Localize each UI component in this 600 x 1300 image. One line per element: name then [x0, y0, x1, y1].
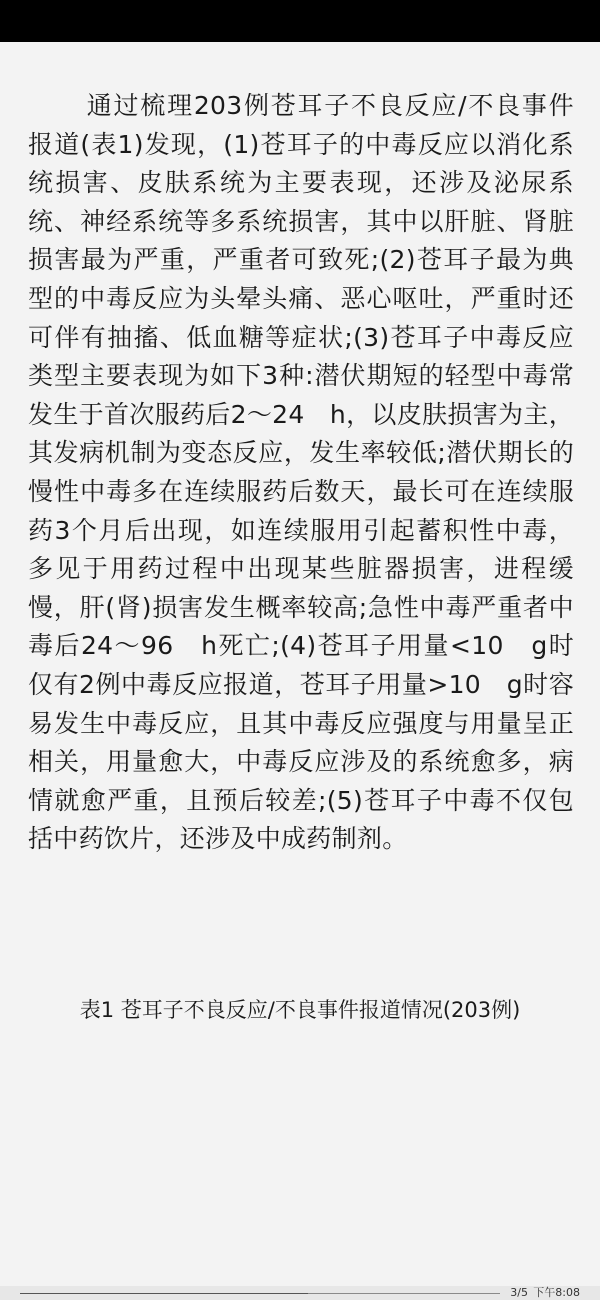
bottom-status-bar	[0, 1286, 600, 1300]
table-caption: 表1 苍耳子不良反应/不良事件报道情况(203例)	[79, 998, 521, 1022]
body-paragraph: 通过梳理203例苍耳子不良反应/不良事件报道(表1)发现，(1)苍耳子的中毒反应以消化系统损害、皮肤系统为主要表现，还涉及泌尿系统、神经系统等多系统损害，其中以肝脏、肾脏损害最为严重，严重者可致死;(2)苍耳子最为典型的中毒反应为头晕头痛、恶心呕吐，严重时还可伴有抽搐、低血糖等症状;(3)苍耳子中毒反应类型主要表现为如下3种:潜伏期短的轻型中毒常发生于首次服药后2～24 h，以皮肤损害为主，其发病机制为变态反应，发生率较低;潜伏期长的慢性中毒多在连续服药后数天，最长可在连续服药3个月后出现，如连续服用引起蓄积性中毒，多见于用药过程中出现某些脏器损害，进程缓慢，肝(肾)损害发生概率较高;急性中毒严重者中毒后24～96 h死亡;(4)苍耳子用量<10 g时仅有2例中毒反应报道，苍耳子用量>10 g时容易发生中毒反应，且其中毒反应强度与用量呈正相关，用量愈大，中毒反应涉及的系统愈多，病情就愈严重，且预后较差;(5)苍耳子中毒不仅包括中药饮片，还涉及中成药制剂。	[28, 91, 574, 854]
page-indicator: 3/5	[510, 1286, 528, 1299]
reading-progress-bar[interactable]	[20, 1293, 500, 1294]
reading-progress-fill	[20, 1293, 308, 1294]
top-status-bar	[0, 0, 600, 42]
reader-content[interactable]	[28, 87, 574, 859]
clock: 下午8:08	[533, 1286, 580, 1299]
